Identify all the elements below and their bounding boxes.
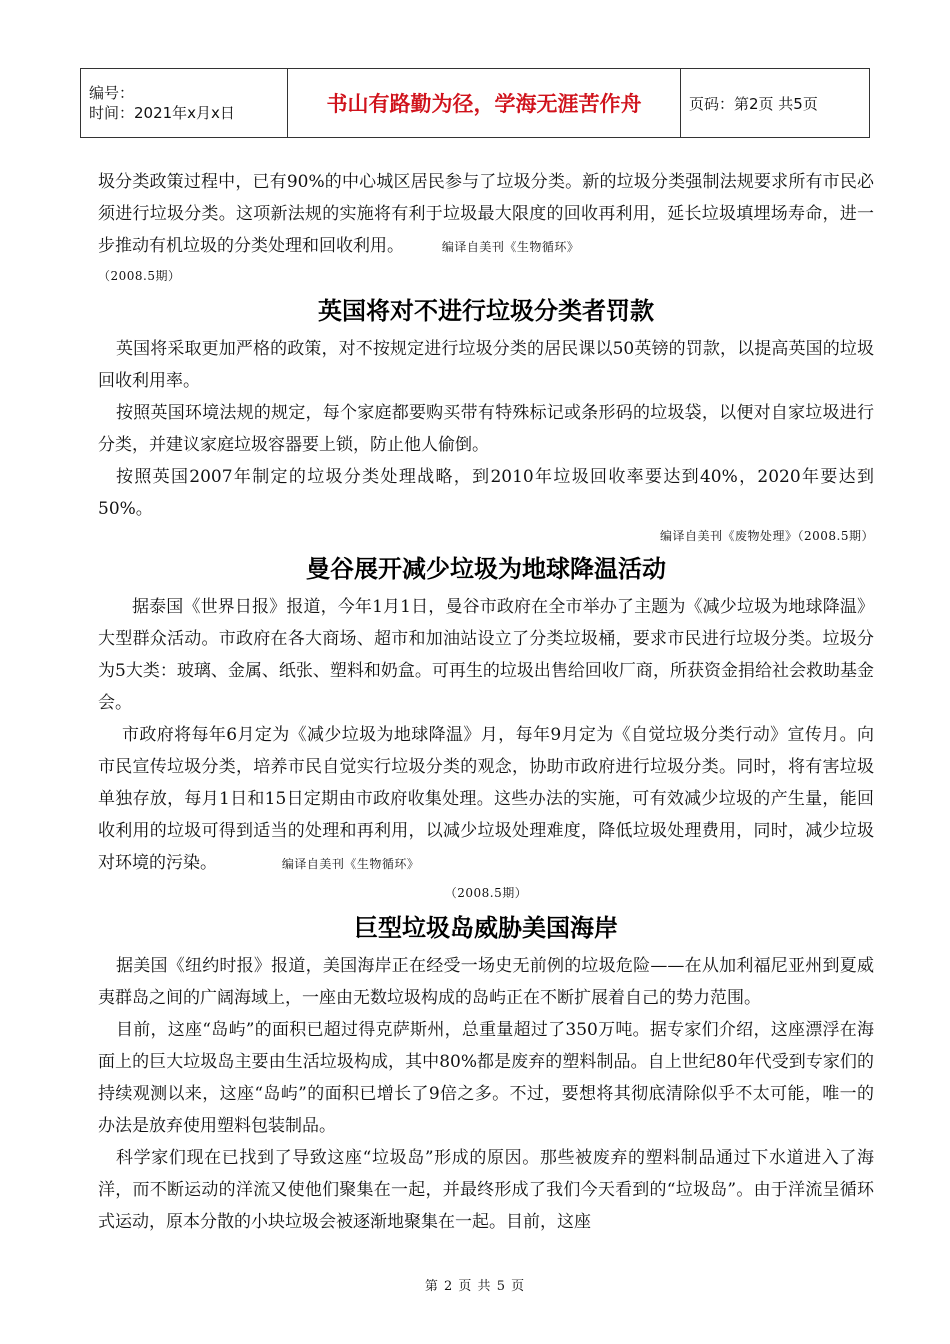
article2-source-issue: （2008.5期） xyxy=(444,886,528,900)
header-motto: 书山有路勤为径，学海无涯苦作舟 xyxy=(288,69,681,138)
header-page-info: 页码：第2页 共5页 xyxy=(681,69,870,138)
article3-paragraph-2: 目前，这座“岛屿”的面积已超过得克萨斯州，总重量超过了350万吨。据专家们介绍，这座漂浮在海面上的巨大垃圾岛主要由生活垃圾构成，其中80%都是废弃的塑料制品。自上世纪80年代受到专家们的持续观测以来，这座“岛屿”的面积已增长了9倍之多。不过，要想将其彻底清除似乎不太可能，唯一的办法是放弃使用塑料包装制品。 xyxy=(98,1020,874,1136)
article1-paragraph-1: 英国将采取更加严格的政策，对不按规定进行垃圾分类的居民课以50英镑的罚款，以提高英国的垃圾回收利用率。 xyxy=(98,339,874,391)
article1-paragraph-3: 按照英国2007年制定的垃圾分类处理战略，到2010年垃圾回收率要达到40%，2020年要达到50%。 xyxy=(98,467,874,519)
article1-title: 英国将对不进行垃圾分类者罚款 xyxy=(318,297,654,325)
article3-paragraph-3: 科学家们现在已找到了导致这座“垃圾岛”形成的原因。那些被废弃的塑料制品通过下水道进入了海洋，而不断运动的洋流又使他们聚集在一起，并最终形成了我们今天看到的“垃圾岛”。由于洋流呈循环式运动，原本分散的小块垃圾会被逐渐地聚集在一起。目前，这座 xyxy=(98,1148,874,1232)
intro-paragraph xyxy=(98,166,874,263)
article2-paragraph-2-text: 市政府将每年6月定为《减少垃圾为地球降温》月，每年9月定为《自觉垃圾分类行动》宣传月。向市民宣传垃圾分类，培养市民自觉实行垃圾分类的观念，协助市政府进行垃圾分类。同时，将有害垃圾单独存放，每月1日和15日定期由市政府收集处理。这些办法的实施，可有效减少垃圾的产生量，能回收利用的垃圾可得到适当的处理和再利用，以减少垃圾处理难度，降低垃圾处理费用，同时，减少垃圾对环境的污染。 xyxy=(98,725,874,873)
page-footer: 第 2 页 共 5 页 xyxy=(424,1279,526,1294)
article2-paragraph-1: 据泰国《世界日报》报道，今年1月1日，曼谷市政府在全市举办了主题为《减少垃圾为地球降温》大型群众活动。市政府在各大商场、超市和加油站设立了分类垃圾桶，要求市民进行垃圾分类。垃圾分为5大类：玻璃、金属、纸张、塑料和奶盒。可再生的垃圾出售给回收厂商，所获资金捐给社会救助基金会。 xyxy=(98,597,874,713)
intro-text: 圾分类政策过程中，已有90%的中心城区居民参与了垃圾分类。新的垃圾分类强制法规要求所有市民必须进行垃圾分类。这项新法规的实施将有利于垃圾最大限度的回收再利用，延长垃圾填埋场寿命，进一步推动有机垃圾的分类处理和回收利用。 xyxy=(98,172,874,256)
article2-paragraph-2 xyxy=(98,719,874,880)
header-meta-cell xyxy=(81,69,288,138)
page-header xyxy=(80,68,870,138)
article1-source: 编译自美刊《废物处理》（2008.5期） xyxy=(660,529,874,543)
intro-source: 编译自美刊《生物循环》 xyxy=(441,240,580,254)
article3-paragraph-1: 据美国《纽约时报》报道，美国海岸正在经受一场史无前例的垃圾危险——在从加利福尼亚州到夏威夷群岛之间的广阔海域上，一座由无数垃圾构成的岛屿正在不断扩展着自己的势力范围。 xyxy=(98,956,874,1008)
document-time-label: 时间：2021年x月x日 xyxy=(89,104,235,122)
document-body xyxy=(98,166,874,1238)
article3-title: 巨型垃圾岛威胁美国海岸 xyxy=(354,914,618,942)
article2-title: 曼谷展开减少垃圾为地球降温活动 xyxy=(306,555,666,583)
article1-paragraph-2: 按照英国环境法规的规定，每个家庭都要购买带有特殊标记或条形码的垃圾袋，以便对自家垃圾进行分类，并建议家庭垃圾容器要上锁，防止他人偷倒。 xyxy=(98,403,874,455)
intro-source-issue: （2008.5期） xyxy=(98,269,181,283)
document-number-label: 编号： xyxy=(89,84,135,102)
article2-source: 编译自美刊《生物循环》 xyxy=(281,857,420,871)
